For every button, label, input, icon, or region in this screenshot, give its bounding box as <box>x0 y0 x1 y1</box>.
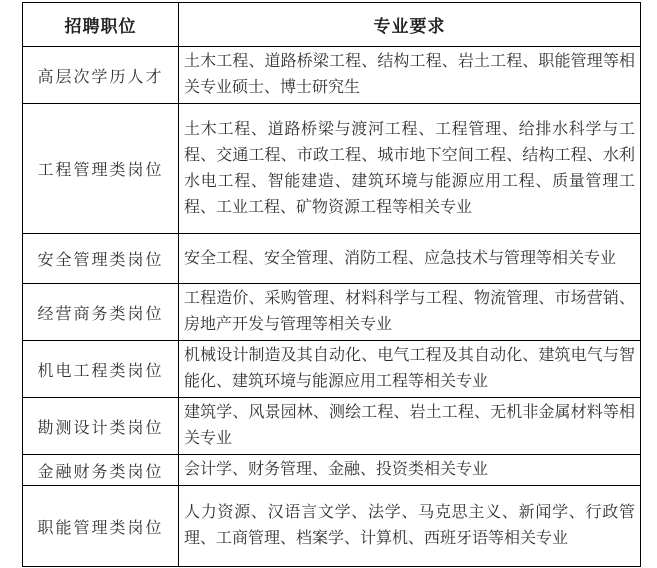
requirements-cell: 人力资源、汉语言文学、法学、马克思主义、新闻学、行政管理、工商管理、档案学、计算机、西班牙语等相关专业 <box>179 486 641 567</box>
table-row <box>23 455 641 486</box>
recruitment-table <box>22 2 641 567</box>
table-row <box>23 341 641 398</box>
position-cell: 职能管理类岗位 <box>23 486 179 567</box>
requirements-cell: 会计学、财务管理、金融、投资类相关专业 <box>179 455 641 486</box>
header-requirements: 专业要求 <box>179 3 641 47</box>
table-row <box>23 104 641 234</box>
position-cell: 金融财务类岗位 <box>23 455 179 486</box>
requirements-cell: 土木工程、道路桥梁与渡河工程、工程管理、给排水科学与工程、交通工程、市政工程、城市地下空间工程、结构工程、水利水电工程、智能建造、建筑环境与能源应用工程、质量管理工程、工业工程、矿物资源工程等相关专业 <box>179 104 641 234</box>
position-cell: 经营商务类岗位 <box>23 284 179 341</box>
requirements-cell: 机械设计制造及其自动化、电气工程及其自动化、建筑电气与智能化、建筑环境与能源应用工程等相关专业 <box>179 341 641 398</box>
position-cell: 勘测设计类岗位 <box>23 398 179 455</box>
table-row <box>23 234 641 284</box>
table-header-row <box>23 3 641 47</box>
requirements-cell: 建筑学、风景园林、测绘工程、岩土工程、无机非金属材料等相关专业 <box>179 398 641 455</box>
header-position: 招聘职位 <box>23 3 179 47</box>
table-row <box>23 284 641 341</box>
position-cell: 安全管理类岗位 <box>23 234 179 284</box>
requirements-cell: 安全工程、安全管理、消防工程、应急技术与管理等相关专业 <box>179 234 641 284</box>
table-row <box>23 47 641 104</box>
position-cell: 机电工程类岗位 <box>23 341 179 398</box>
table-row <box>23 398 641 455</box>
position-cell: 高层次学历人才 <box>23 47 179 104</box>
requirements-cell: 土木工程、道路桥梁工程、结构工程、岩土工程、职能管理等相关专业硕士、博士研究生 <box>179 47 641 104</box>
position-cell: 工程管理类岗位 <box>23 104 179 234</box>
requirements-cell: 工程造价、采购管理、材料科学与工程、物流管理、市场营销、房地产开发与管理等相关专业 <box>179 284 641 341</box>
table-row <box>23 486 641 567</box>
